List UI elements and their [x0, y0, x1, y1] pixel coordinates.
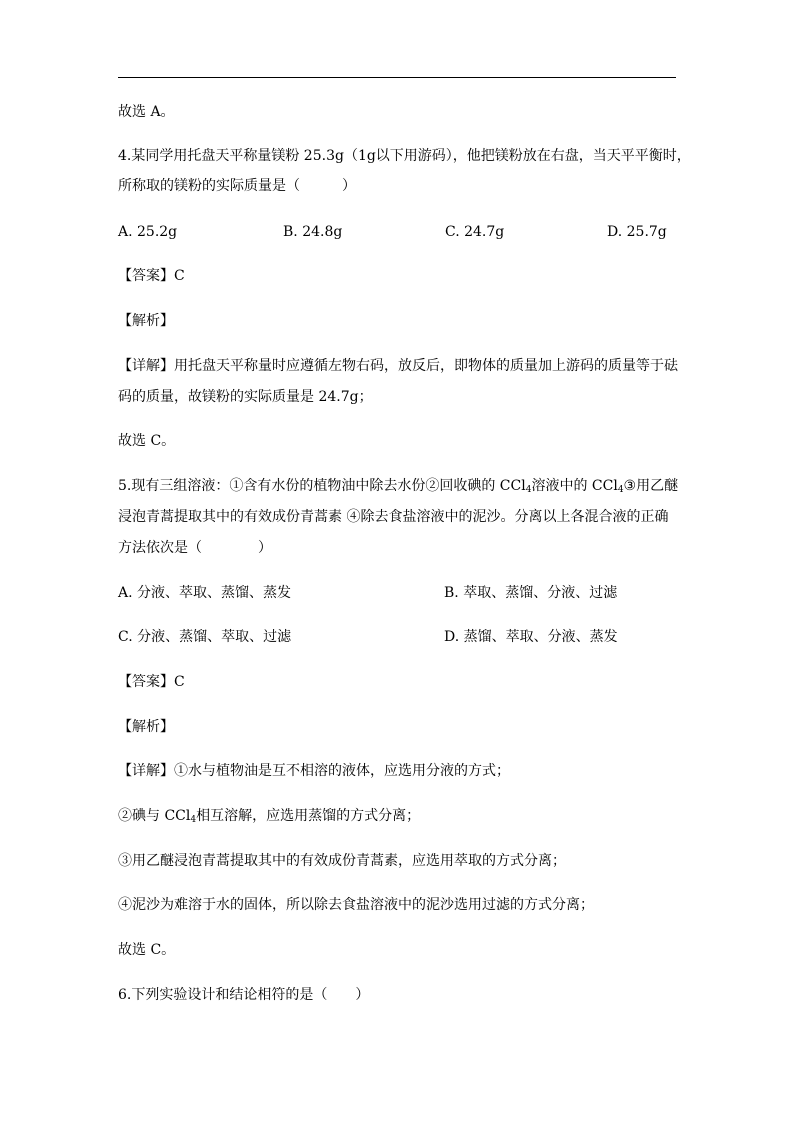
header-rule [118, 77, 676, 78]
q5-conclusion: 故选 C。 [118, 942, 176, 958]
q4-stem-line1: 4.某同学用托盘天平称量镁粉 25.3g（1g以下用游码），他把镁粉放在右盘，当天平平衡时， [118, 148, 691, 164]
q5-analysis-title: 【解析】 [118, 719, 174, 735]
q5-option-d: D. 蒸馏、萃取、分液、蒸发 [444, 629, 618, 645]
q5-detail-1: 【详解】①水与植物油是互不相溶的液体，应选用分液的方式； [118, 763, 510, 779]
q5-detail-2-part-b: 相互溶解，应选用蒸馏的方式分离； [196, 808, 421, 824]
q4-option-d: D. 25.7g [607, 224, 667, 240]
q4-stem-line2: 所称取的镁粉的实际质量是（ ） [118, 178, 356, 194]
q5-detail-2 [118, 806, 420, 826]
q4-detail-line1: 【详解】用托盘天平称量时应遵循左物右码，放反后，即物体的质量加上游码的质量等于砝 [118, 358, 678, 374]
q5-stem-part-a: 5.现有三组溶液：①含有水份的植物油中除去水份②回收碘的 CCl [118, 478, 526, 494]
q4-analysis-title: 【解析】 [118, 313, 174, 329]
subscript-4: 4 [190, 815, 197, 825]
q4-option-c: C. 24.7g [445, 224, 505, 240]
q5-detail-3: ③用乙醚浸泡青蒿提取其中的有效成份青蒿素，应选用萃取的方式分离； [118, 853, 566, 869]
q6-stem: 6.下列实验设计和结论相符的是（ ） [118, 987, 370, 1003]
q5-stem-part-b: 溶液中的 CCl [531, 478, 618, 494]
q3-conclusion: 故选 A。 [118, 104, 175, 120]
q5-option-a: A. 分液、萃取、蒸馏、蒸发 [118, 585, 292, 601]
q4-answer: 【答案】C [118, 268, 185, 284]
q4-option-b: B. 24.8g [283, 224, 343, 240]
q5-stem-line3: 方法依次是（ ） [118, 540, 272, 556]
q4-conclusion: 故选 C。 [118, 433, 176, 449]
subscript-4: 4 [525, 485, 532, 495]
q5-stem-part-c: ③用乙醚 [623, 478, 679, 494]
q5-detail-2-part-a: ②碘与 CCl [118, 808, 191, 824]
q5-option-b: B. 萃取、蒸馏、分液、过滤 [444, 585, 618, 601]
q5-detail-4: ④泥沙为难溶于水的固体，所以除去食盐溶液中的泥沙选用过滤的方式分离； [118, 897, 594, 913]
q5-option-c: C. 分液、蒸馏、萃取、过滤 [118, 629, 292, 645]
q4-detail-line2: 码的质量，故镁粉的实际质量是 24.7g； [118, 389, 373, 405]
q5-stem-line1 [118, 476, 678, 496]
subscript-4: 4 [617, 485, 624, 495]
q4-option-a: A. 25.2g [118, 224, 178, 240]
q5-answer: 【答案】C [118, 674, 185, 690]
q5-stem-line2: 浸泡青蒿提取其中的有效成份青蒿素 ④除去食盐溶液中的泥沙。分离以上各混合液的正确 [118, 509, 669, 525]
